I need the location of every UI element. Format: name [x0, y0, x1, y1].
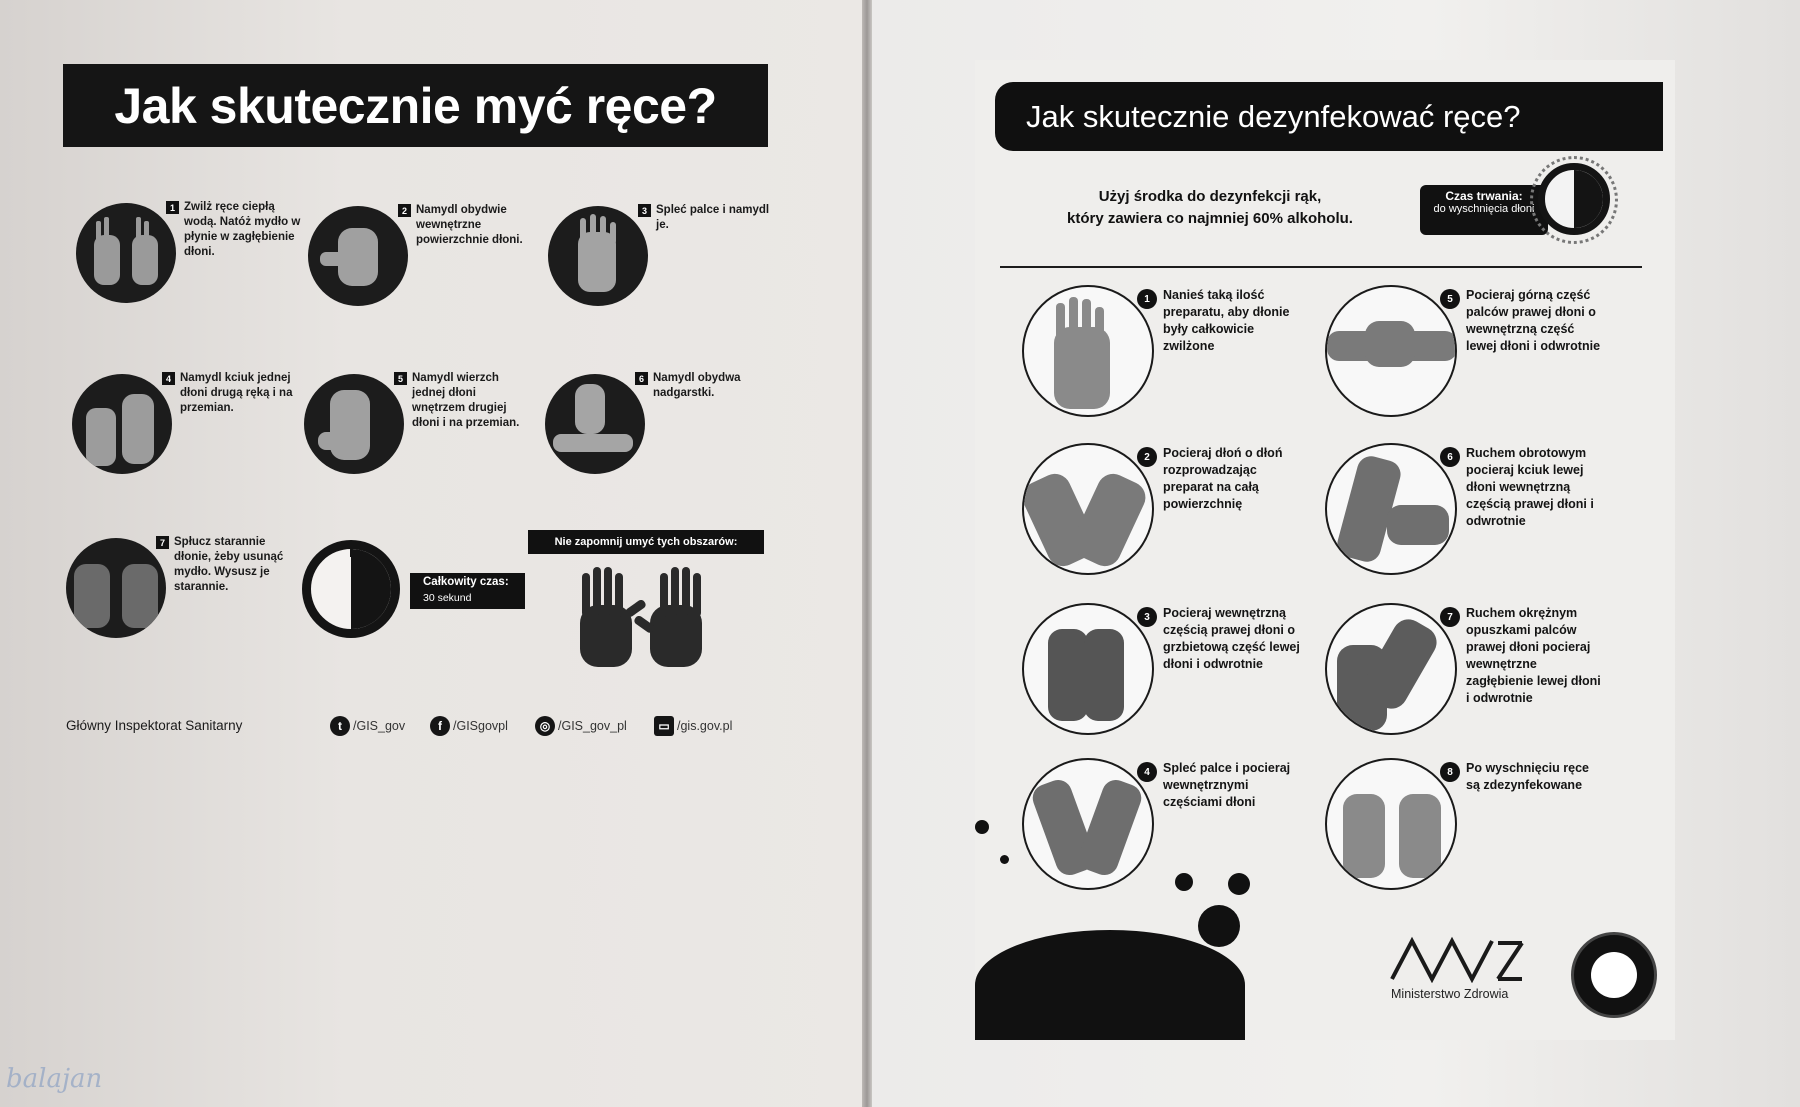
timer-tick	[350, 549, 353, 557]
hands-icon	[76, 203, 176, 303]
wash-step-5	[304, 374, 534, 484]
hands-icon	[1327, 605, 1457, 735]
monitor-icon: ▭	[654, 716, 674, 736]
step-text: Ruchem obrotowym pocieraj kciuk lewej dłoni wewnętrzną częścią prawej dłoni i odwrotnie	[1466, 446, 1594, 528]
intro-line-1: Użyj środka do dezynfekcji rąk,	[1098, 188, 1322, 205]
step-number: 1	[1137, 289, 1157, 309]
decor-shape	[975, 930, 1245, 1040]
step-text: Spleć palce i namydl je.	[656, 204, 770, 231]
decor-dot	[1175, 873, 1193, 891]
step-number: 4	[1137, 762, 1157, 782]
facebook-link[interactable]	[430, 716, 508, 736]
right-poster-title: Jak skutecznie dezynfekować ręce?	[995, 82, 1663, 151]
inspection-seal-icon	[1571, 932, 1657, 1018]
total-time-box	[410, 573, 525, 609]
website-link[interactable]	[654, 716, 732, 736]
step-number: 6	[1440, 447, 1460, 467]
step-number: 2	[398, 204, 411, 217]
step-number: 4	[162, 372, 175, 385]
disinfect-step-1	[1022, 285, 1372, 425]
hands-icon	[304, 374, 404, 474]
hands-icon	[308, 206, 408, 306]
wash-step-1	[76, 203, 306, 313]
hands-icon	[1024, 445, 1154, 575]
hands-icon	[72, 374, 172, 474]
duration-label: Czas trwania:	[1445, 189, 1523, 203]
ministry-name: Ministerstwo Zdrowia	[1391, 987, 1509, 1001]
step-text: Ruchem okrężnym opuszkami palców prawej dłoni pocieraj wewnętrzne zagłębienie lewej dłoni i odwrotnie	[1466, 606, 1601, 705]
disinfect-step-6	[1325, 443, 1675, 583]
disinfect-illustration	[1022, 443, 1154, 575]
ministry-logo	[1388, 933, 1528, 983]
step-text: Zwilż ręce ciepłą wodą. Natóż mydło w płynie w zagłębienie dłoni.	[184, 201, 301, 258]
step-number: 1	[166, 201, 179, 214]
timer-icon	[302, 540, 400, 638]
timer-icon	[1538, 163, 1610, 235]
step-text: Namydl obydwie wewnętrzne powierzchnie dłoni.	[416, 204, 523, 246]
disinfect-illustration	[1022, 603, 1154, 735]
twitter-link[interactable]	[330, 716, 405, 736]
facebook-icon: f	[430, 716, 450, 736]
disinfect-step-5	[1325, 285, 1675, 425]
total-time-value: 30 sekund	[423, 592, 472, 604]
wash-hands-illustration	[304, 374, 404, 474]
wash-hands-illustration	[72, 374, 172, 474]
gis-org-name: Główny Inspektorat Sanitarny	[66, 718, 243, 733]
intro-line-2: który zawiera co najmniej 60% alkoholu.	[1067, 210, 1353, 227]
step-text: Namydl obydwa nadgarstki.	[653, 372, 741, 399]
disinfect-illustration	[1325, 758, 1457, 890]
disinfect-illustration	[1325, 443, 1457, 575]
decor-dot	[1228, 873, 1250, 895]
duration-value: do wyschnięcia dłoni	[1433, 203, 1535, 215]
disinfect-illustration	[1325, 285, 1457, 417]
wash-step-3	[548, 206, 778, 316]
decor-dot	[975, 820, 989, 834]
wash-step-4	[72, 374, 302, 484]
step-number: 8	[1440, 762, 1460, 782]
wash-step-6	[545, 374, 775, 484]
instagram-link[interactable]	[535, 716, 627, 736]
step-text: Spleć palce i pocieraj wewnętrznymi częściami dłoni	[1163, 761, 1291, 809]
disinfect-step-4	[1022, 758, 1372, 898]
hands-icon	[1024, 760, 1154, 890]
step-text: Pocieraj dłoń o dłoń rozprowadzając preparat na całą powierzchnię	[1163, 446, 1283, 511]
step-text: Pocieraj wewnętrzną częścią prawej dłoni o grzbietową część lewej dłoni i odwrotnie	[1163, 606, 1300, 671]
instagram-icon: ◎	[535, 716, 555, 736]
hands-icon	[1327, 287, 1457, 417]
step-number: 3	[1137, 607, 1157, 627]
wash-hands-illustration	[545, 374, 645, 474]
duration-box	[1420, 185, 1548, 235]
disinfectant-intro	[1030, 186, 1390, 230]
left-poster-title: Jak skutecznie myć ręce?	[63, 64, 768, 147]
disinfect-illustration	[1325, 603, 1457, 735]
hands-icon	[1024, 287, 1154, 417]
step-number: 7	[1440, 607, 1460, 627]
decor-dot	[1000, 855, 1009, 864]
wash-hands-illustration	[308, 206, 408, 306]
decor-dot	[1198, 905, 1240, 947]
step-text: Namydl wierzch jednej dłoni wnętrzem drugiej dłoni i na przemian.	[412, 372, 520, 429]
step-text: Po wyschnięciu ręce są zdezynfekowane	[1466, 761, 1589, 792]
step-text: Nanieś taką ilość preparatu, aby dłonie były całkowicie zwilżone	[1163, 288, 1290, 353]
instagram-handle: /GIS_gov_pl	[558, 719, 627, 733]
disinfect-step-8	[1325, 758, 1675, 898]
disinfect-step-2	[1022, 443, 1372, 583]
total-time-label: Całkowity czas:	[423, 576, 509, 588]
wash-hands-illustration	[76, 203, 176, 303]
step-number: 2	[1137, 447, 1157, 467]
divider	[1000, 266, 1642, 268]
hands-icon	[548, 206, 648, 306]
step-text: Namydl kciuk jednej dłoni drugą ręką i na przemian.	[180, 372, 293, 414]
disinfect-illustration	[1022, 758, 1154, 890]
hands-areas-icon	[572, 565, 712, 670]
timer-fill	[351, 549, 391, 629]
hands-icon	[545, 374, 645, 474]
hands-icon	[1327, 445, 1457, 575]
step-number: 7	[156, 536, 169, 549]
wash-step-7	[66, 538, 296, 648]
step-text: Spłucz starannie dłonie, żeby usunąć mydło. Wysusz je starannie.	[174, 536, 284, 593]
remember-areas-label: Nie zapomnij umyć tych obszarów:	[528, 530, 764, 554]
disinfect-step-7	[1325, 603, 1675, 743]
facebook-handle: /GISgovpl	[453, 719, 508, 733]
timer-fill	[1574, 170, 1603, 228]
hands-icon	[1024, 605, 1154, 735]
sheet-gap	[862, 0, 872, 1107]
wash-hands-illustration	[66, 538, 166, 638]
twitter-icon: t	[330, 716, 350, 736]
step-text: Pocieraj górną część palców prawej dłoni o wewnętrzną część lewej dłoni i odwrotnie	[1466, 288, 1601, 353]
disinfect-illustration	[1022, 285, 1154, 417]
disinfect-step-3	[1022, 603, 1372, 743]
step-number: 5	[394, 372, 407, 385]
step-number: 6	[635, 372, 648, 385]
hands-icon	[66, 538, 166, 638]
step-number: 3	[638, 204, 651, 217]
wash-hands-illustration	[548, 206, 648, 306]
wash-step-2	[308, 206, 538, 316]
hands-icon	[1327, 760, 1457, 890]
step-number: 5	[1440, 289, 1460, 309]
eagle-emblem	[1591, 952, 1637, 998]
watermark: balajan	[6, 1064, 103, 1094]
website-url: /gis.gov.pl	[677, 719, 733, 733]
twitter-handle: /GIS_gov	[353, 719, 406, 733]
